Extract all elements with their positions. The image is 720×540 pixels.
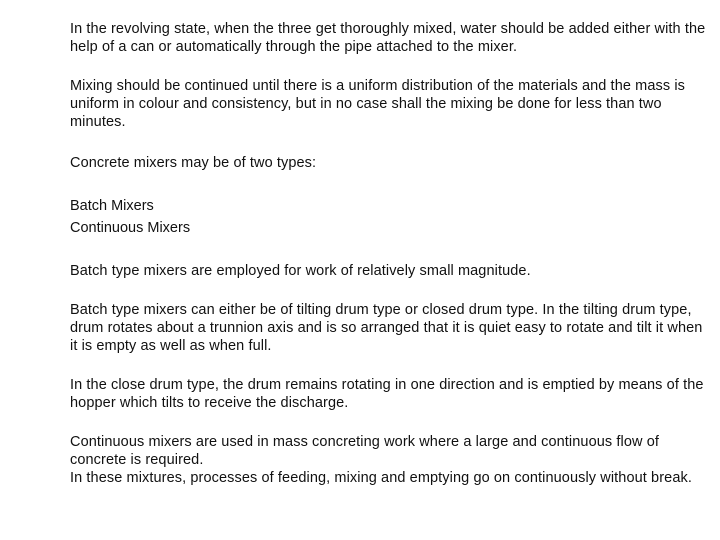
paragraph-batch-usage: Batch type mixers are employed for work of relatively small magnitude. [70,263,531,279]
continuous-mixers-process-text: In these mixtures, processes of feeding, mixing and emptying go on continuously without break. [70,470,692,486]
list-item-batch-mixers: Batch Mixers [70,198,154,214]
paragraph-mixing-duration: Mixing should be continued until there is a uniform distribution of the materials and the mass is uniform in colour and consistency, but in no case shall the mixing be done for less than two minutes. [70,78,685,130]
paragraph-batch-drum-types: Batch type mixers can either be of tilting drum type or closed drum type. In the tilting drum type, drum rotates about a trunnion axis and is so arranged that it is quiet easy to rotate and tilt it when it is empty as well as when full. [70,302,703,354]
paragraph-mixer-types-intro: Concrete mixers may be of two types: [70,155,317,171]
paragraph-water-addition: In the revolving state, when the three get thoroughly mixed, water should be added either with the help of a can or automatically through the pipe attached to the mixer. [70,21,706,55]
paragraph-continuous-mixers [70,433,710,487]
slide-content [70,20,710,487]
list-item-continuous-mixers: Continuous Mixers [70,220,191,236]
mixer-types-list [70,195,710,239]
paragraph-closed-drum: In the close drum type, the drum remains rotating in one direction and is emptied by means of the hopper which tilts to receive the discharge. [70,377,704,411]
continuous-mixers-usage-text: Continuous mixers are used in mass concreting work where a large and continuous flow of concrete is required. [70,434,659,468]
